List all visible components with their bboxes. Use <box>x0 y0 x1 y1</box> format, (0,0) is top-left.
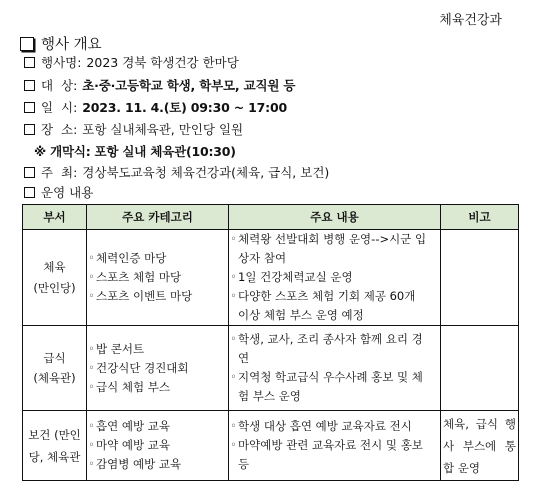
note-cell: 체육, 급식 행사 부스에 통합 운영 <box>441 411 519 481</box>
header-dept: 부서 <box>23 205 87 230</box>
item-event-name <box>24 52 239 72</box>
list-item: ◦ 체력인증 마당 <box>87 249 228 268</box>
category-cell <box>87 230 229 326</box>
list-item: ◦ 체력왕 선발대회 병행 운영-->시군 입 <box>229 230 440 249</box>
section-title-text: 행사 개요 <box>41 37 102 53</box>
list-item: ◦ 마약 예방 교육 <box>87 436 228 455</box>
header-content: 주요 내용 <box>229 205 441 230</box>
list-item: ◦ 학생 대상 흡연 예방 교육자료 전시 <box>229 417 440 436</box>
small-circle-bullet-icon: ◦ <box>88 343 95 355</box>
event-name-value: 2023 경북 학생건강 한마당 <box>86 55 239 70</box>
item-place <box>24 119 243 139</box>
header-note: 비고 <box>441 205 519 230</box>
small-circle-bullet-icon: ◦ <box>230 440 237 451</box>
dept-cell <box>23 230 87 326</box>
item-host <box>24 162 329 182</box>
place-value: 포항 실내체육관, 만인당 일원 <box>82 122 244 137</box>
dept-name: 급식 <box>43 350 66 365</box>
program-label: 운영 내용 <box>41 185 94 200</box>
small-circle-bullet-icon: ◦ <box>88 440 95 451</box>
list-item: ◦ 1일 건강체력교실 운영 <box>229 268 440 287</box>
list-item: ◦ 스포츠 체험 마당 <box>87 268 228 287</box>
dept-venue: (체육관) <box>33 371 76 385</box>
small-circle-bullet-icon: ◦ <box>230 272 237 283</box>
event-name-label: 행사명: <box>41 55 82 70</box>
checkbox-icon <box>24 187 35 198</box>
checkbox-icon <box>24 167 35 178</box>
small-circle-bullet-icon: ◦ <box>88 421 95 432</box>
list-item-continuation: 이상 체험 부스 운영 예정 <box>238 308 364 322</box>
item-opening <box>34 141 236 161</box>
item-date <box>24 97 287 117</box>
category-cell <box>87 411 229 481</box>
small-circle-bullet-icon: ◦ <box>88 291 95 302</box>
dept-cell <box>23 326 87 411</box>
small-circle-bullet-icon: ◦ <box>230 334 237 345</box>
host-value: 경상북도교육청 체육건강과(체육, 급식, 보건) <box>82 165 330 180</box>
small-circle-bullet-icon: ◦ <box>88 272 95 283</box>
small-circle-bullet-icon: ◦ <box>230 372 237 383</box>
header-category: 주요 카테고리 <box>87 205 229 230</box>
table-row <box>23 230 519 326</box>
list-item: ◦ 학생, 교사, 조리 종사자 함께 요리 경 <box>229 330 440 349</box>
small-circle-bullet-icon: ◦ <box>88 253 95 264</box>
table-row <box>23 326 519 411</box>
dept-name: 체육 <box>43 260 66 275</box>
list-item: ◦ 급식 체험 부스 <box>87 378 228 397</box>
small-circle-bullet-icon: ◦ <box>230 291 237 302</box>
list-item: ◦ 밥 콘서트 <box>87 340 228 359</box>
small-circle-bullet-icon: ◦ <box>230 421 237 432</box>
date-value: 2023. 11. 4.(토) 09:30 ~ 17:00 <box>82 100 287 115</box>
list-item: ◦ 스포츠 이벤트 마당 <box>87 287 228 306</box>
checkbox-icon <box>24 124 35 135</box>
list-item: ◦ 건강식단 경진대회 <box>87 359 228 378</box>
note-cell <box>441 230 519 326</box>
checkbox-icon <box>24 80 35 91</box>
program-table <box>22 204 519 481</box>
item-target <box>24 75 295 95</box>
section-title <box>20 33 102 54</box>
list-item: ◦ 마약예방 관련 교육자료 전시 및 홍보 <box>229 436 440 455</box>
list-item: ◦ 다양한 스포츠 체험 기회 제공 60개 <box>229 287 440 306</box>
square-icon <box>20 37 34 51</box>
item-program <box>24 182 93 202</box>
small-circle-bullet-icon: ◦ <box>88 362 95 374</box>
dept-venue: (만인당) <box>33 280 76 295</box>
small-circle-bullet-icon: ◦ <box>88 459 95 470</box>
target-label: 대 상: <box>41 78 78 93</box>
list-item: ◦ 감염병 예방 교육 <box>87 455 228 474</box>
category-cell <box>87 326 229 411</box>
place-label: 장 소: <box>41 122 78 137</box>
table-row <box>23 411 519 481</box>
checkbox-icon <box>24 102 35 113</box>
list-item-continuation: 연 <box>238 351 250 365</box>
list-item-continuation: 상자 참여 <box>238 251 287 265</box>
small-circle-bullet-icon: ◦ <box>230 234 237 245</box>
opening-value: 포항 실내 체육관(10:30) <box>94 144 236 159</box>
small-circle-bullet-icon: ◦ <box>88 381 95 393</box>
list-item-continuation: 험 부스 운영 <box>238 389 301 403</box>
list-item: ◦ 지역청 학교급식 우수사례 홍보 및 체 <box>229 368 440 387</box>
target-value: 초·중·고등학교 학생, 학부모, 교직원 등 <box>82 78 296 93</box>
note-cell <box>441 326 519 411</box>
opening-label: ※ 개막식: <box>34 144 91 159</box>
department-name: 체육건강과 <box>439 13 502 28</box>
table-header-row <box>23 205 519 230</box>
list-item-continuation: 등 <box>238 457 250 471</box>
content-cell <box>229 411 441 481</box>
content-cell <box>229 230 441 326</box>
checkbox-icon <box>24 57 35 68</box>
dept-cell: 보건 (만인당, 체육관 <box>23 411 87 481</box>
content-cell <box>229 326 441 411</box>
date-label: 일 시: <box>41 100 78 115</box>
host-label: 주 최: <box>41 165 78 180</box>
list-item: ◦ 흡연 예방 교육 <box>87 417 228 436</box>
